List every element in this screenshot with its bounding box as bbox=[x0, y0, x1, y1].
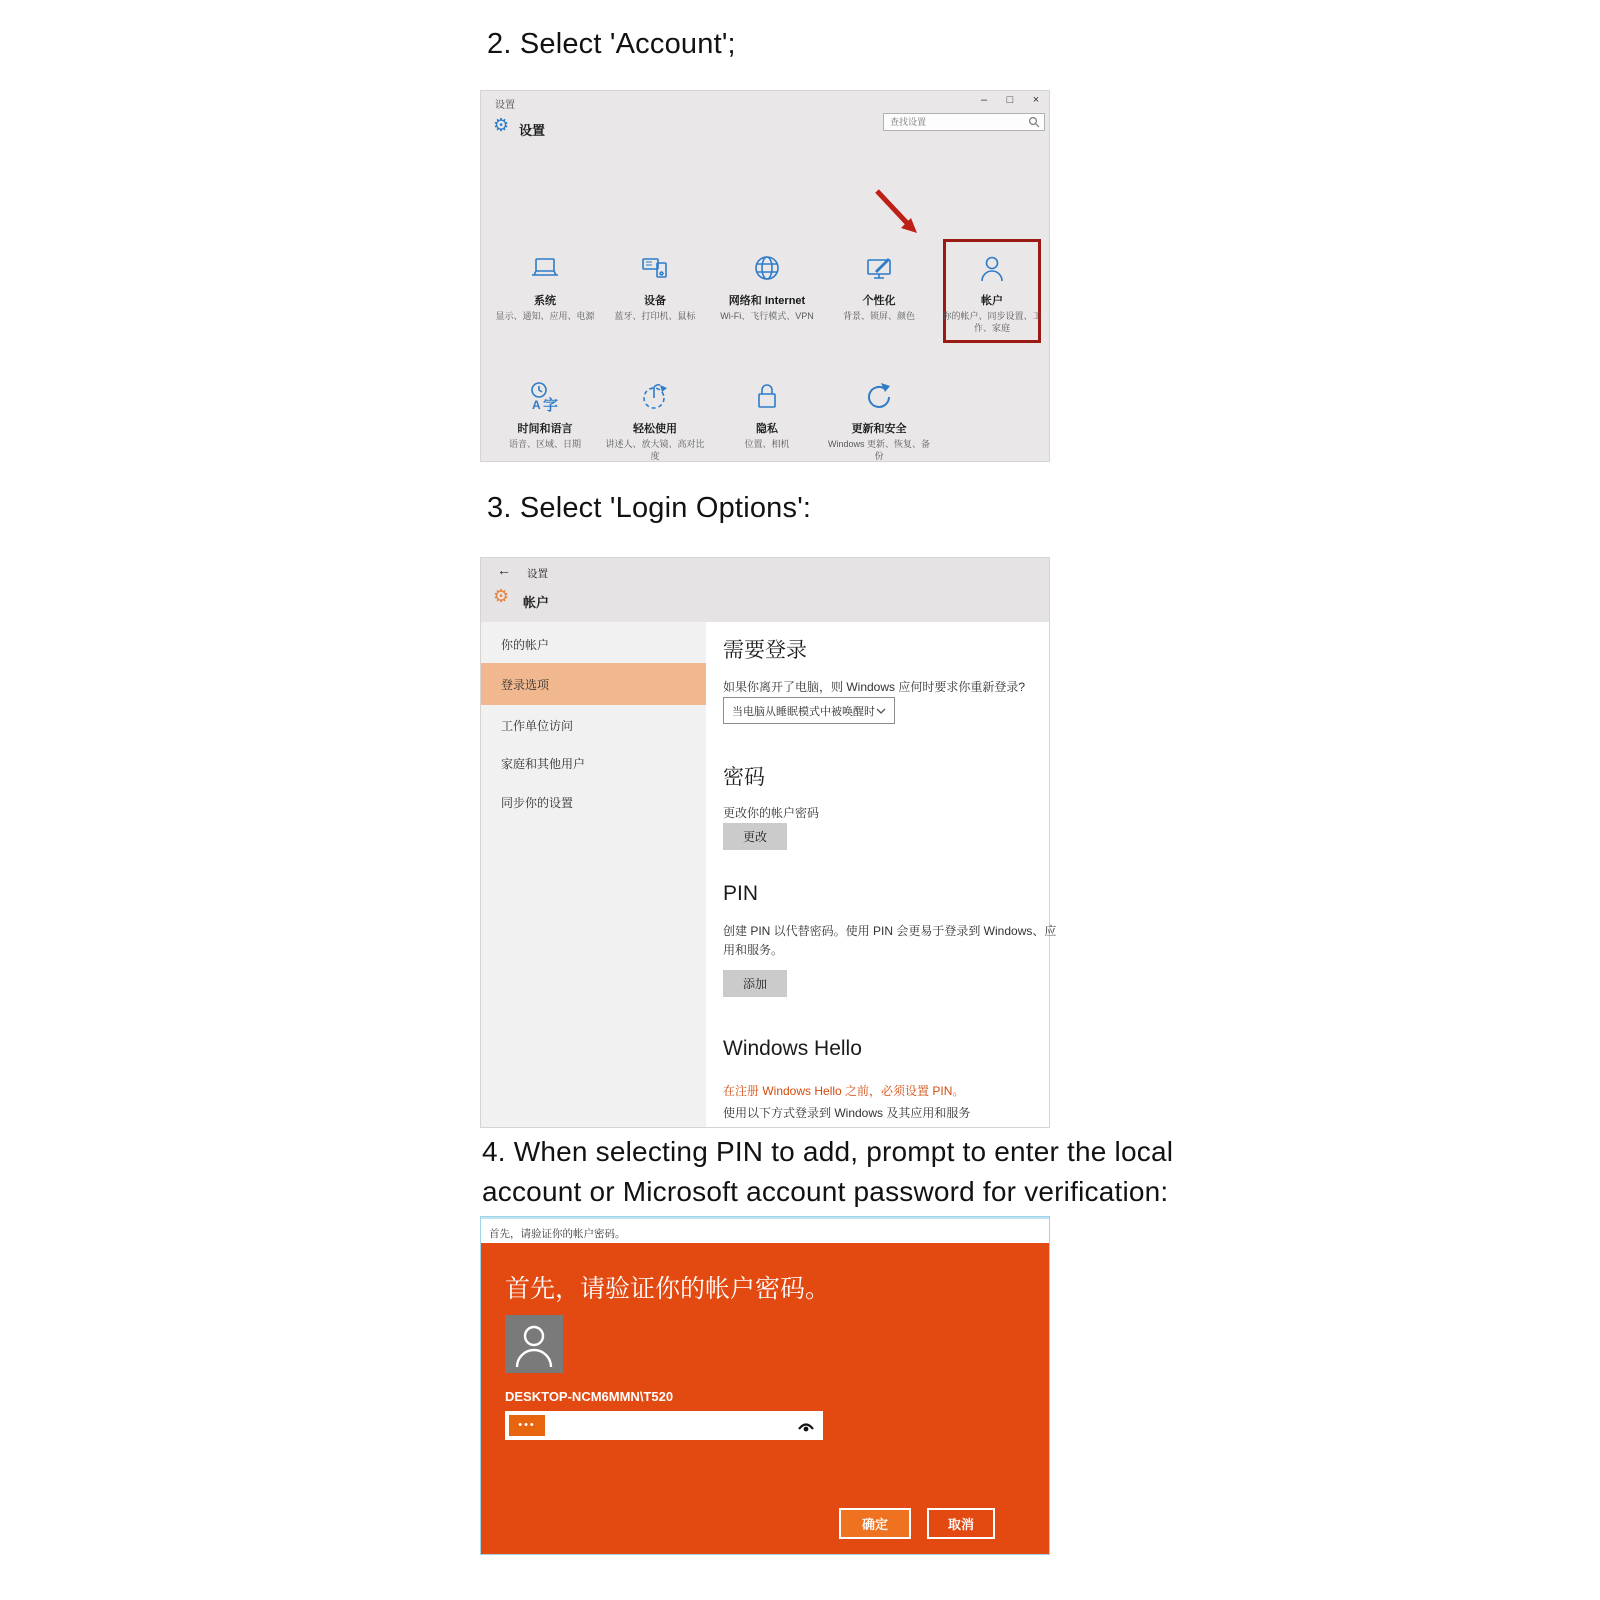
tile-account[interactable] bbox=[936, 251, 1048, 334]
tile-label: 帐户 bbox=[981, 295, 1003, 307]
account-settings-window bbox=[480, 557, 1057, 1128]
password-input[interactable] bbox=[505, 1411, 823, 1440]
account-sidebar bbox=[481, 622, 706, 1127]
change-password-button[interactable]: 更改 bbox=[723, 823, 787, 850]
cancel-button[interactable]: 取消 bbox=[927, 1508, 995, 1539]
sidebar-item-signin-options[interactable]: 登录选项 bbox=[481, 663, 706, 705]
sidebar-item-work-access[interactable]: 工作单位访问 bbox=[501, 719, 574, 733]
devices-icon bbox=[637, 251, 673, 287]
step-3-heading: 3. Select 'Login Options': bbox=[487, 492, 812, 524]
settings-home-window bbox=[480, 90, 1050, 462]
require-signin-heading: 需要登录 bbox=[723, 639, 807, 662]
password-desc: 更改你的帐户密码 bbox=[723, 806, 820, 820]
tile-desc: Wi-Fi、飞行模式、VPN bbox=[720, 311, 814, 321]
dialog-heading: 首先，请验证你的帐户密码。 bbox=[505, 1275, 831, 1303]
ease-of-access-icon bbox=[637, 379, 673, 415]
tile-ease-of-access[interactable] bbox=[599, 379, 711, 462]
tile-time-language[interactable] bbox=[489, 379, 601, 450]
pin-heading: PIN bbox=[723, 882, 759, 905]
dialog-title-bar bbox=[481, 1217, 1049, 1243]
user-avatar-icon bbox=[505, 1315, 563, 1373]
tile-desc: 显示、通知、应用、电源 bbox=[495, 311, 595, 321]
settings-header bbox=[481, 558, 1049, 622]
svg-text:A: A bbox=[532, 398, 541, 412]
page-title: 帐户 bbox=[523, 595, 550, 610]
tile-privacy[interactable] bbox=[711, 379, 823, 450]
minimize-icon[interactable]: – bbox=[980, 94, 988, 106]
require-signin-question: 如果你离开了电脑，则 Windows 应何时要求你重新登录? bbox=[723, 680, 1026, 694]
pin-desc: 创建 PIN 以代替密码。使用 PIN 会更易于登录到 Windows、应用和服务。 bbox=[723, 924, 1057, 957]
search-icon bbox=[1028, 116, 1040, 128]
credential-dialog bbox=[480, 1216, 1050, 1555]
tile-update-security[interactable] bbox=[823, 379, 935, 462]
dialog-title-text: 首先，请验证你的帐户密码。 bbox=[489, 1228, 626, 1240]
account-name: DESKTOP-NCM6MMN\T520 bbox=[505, 1389, 674, 1404]
gear-icon: ⚙ bbox=[493, 586, 510, 606]
tile-desc: Windows 更新、恢复、备份 bbox=[827, 439, 930, 462]
windows-hello-warning: 在注册 Windows Hello 之前，必须设置 PIN。 bbox=[723, 1084, 965, 1098]
step-4-line2: account or Microsoft account password for verification: bbox=[482, 1176, 1169, 1207]
account-person-icon bbox=[974, 251, 1010, 287]
personalization-icon bbox=[861, 251, 897, 287]
sidebar-item-sync-settings[interactable]: 同步你的设置 bbox=[501, 796, 574, 810]
tile-devices[interactable] bbox=[599, 251, 711, 322]
step-4-line1: 4. When selecting PIN to add, prompt to enter the local bbox=[482, 1136, 1174, 1167]
require-signin-dropdown[interactable] bbox=[723, 697, 895, 724]
tile-desc: 背景、锁屏、颜色 bbox=[842, 311, 915, 321]
sidebar-item-family-users[interactable]: 家庭和其他用户 bbox=[501, 757, 586, 771]
avatar bbox=[505, 1315, 563, 1373]
back-arrow-icon[interactable]: ← bbox=[497, 562, 511, 578]
tile-label: 个性化 bbox=[862, 295, 896, 307]
windows-hello-heading: Windows Hello bbox=[723, 1037, 862, 1060]
password-heading: 密码 bbox=[723, 766, 765, 789]
tile-desc: 你的帐户、同步设置、工作、家庭 bbox=[942, 311, 1042, 334]
tile-label: 更新和安全 bbox=[851, 423, 907, 435]
tile-desc: 蓝牙、打印机、鼠标 bbox=[614, 311, 696, 321]
tile-label: 网络和 Internet bbox=[728, 295, 806, 307]
chevron-down-icon bbox=[876, 708, 886, 714]
tile-desc: 语音、区域、日期 bbox=[508, 439, 581, 449]
windows-hello-desc: 使用以下方式登录到 Windows 及其应用和服务 bbox=[723, 1106, 971, 1120]
update-security-icon bbox=[861, 379, 897, 415]
network-globe-icon bbox=[749, 251, 785, 287]
settings-header-title: 设置 bbox=[519, 123, 546, 138]
search-box[interactable] bbox=[883, 113, 1045, 131]
tile-network[interactable] bbox=[711, 251, 823, 322]
maximize-icon[interactable]: □ bbox=[1006, 94, 1014, 106]
dropdown-value: 当电脑从睡眠模式中被唤醒时 bbox=[732, 705, 875, 718]
tile-label: 设备 bbox=[644, 295, 666, 307]
tile-system[interactable] bbox=[489, 251, 601, 322]
step-2-heading: 2. Select 'Account'; bbox=[487, 28, 736, 60]
tile-label: 时间和语言 bbox=[517, 423, 573, 435]
step-4-heading bbox=[482, 1132, 1173, 1212]
privacy-lock-icon bbox=[749, 379, 785, 415]
system-laptop-icon bbox=[527, 251, 563, 287]
tile-personalization[interactable] bbox=[823, 251, 935, 322]
add-pin-button[interactable]: 添加 bbox=[723, 970, 787, 997]
search-input[interactable] bbox=[884, 117, 1028, 127]
close-icon[interactable]: × bbox=[1032, 94, 1040, 106]
annotation-arrow-icon bbox=[871, 185, 929, 243]
tile-label: 系统 bbox=[534, 295, 556, 307]
password-reveal-eye-icon[interactable] bbox=[797, 1419, 815, 1432]
window-controls bbox=[977, 94, 1043, 106]
tile-desc: 讲述人、放大镜、高对比度 bbox=[605, 439, 705, 462]
sidebar-item-your-account[interactable]: 你的帐户 bbox=[501, 638, 550, 652]
password-dots: ••• bbox=[509, 1415, 545, 1436]
time-language-icon bbox=[527, 379, 563, 415]
window-title: 设置 bbox=[495, 100, 515, 111]
ok-button[interactable]: 确定 bbox=[839, 1508, 911, 1539]
tile-label: 轻松使用 bbox=[633, 423, 677, 435]
app-title: 设置 bbox=[527, 568, 548, 580]
svg-text:字: 字 bbox=[543, 397, 559, 414]
tile-desc: 位置、相机 bbox=[744, 439, 790, 449]
gear-icon: ⚙ bbox=[493, 115, 510, 135]
tile-label: 隐私 bbox=[756, 423, 778, 435]
